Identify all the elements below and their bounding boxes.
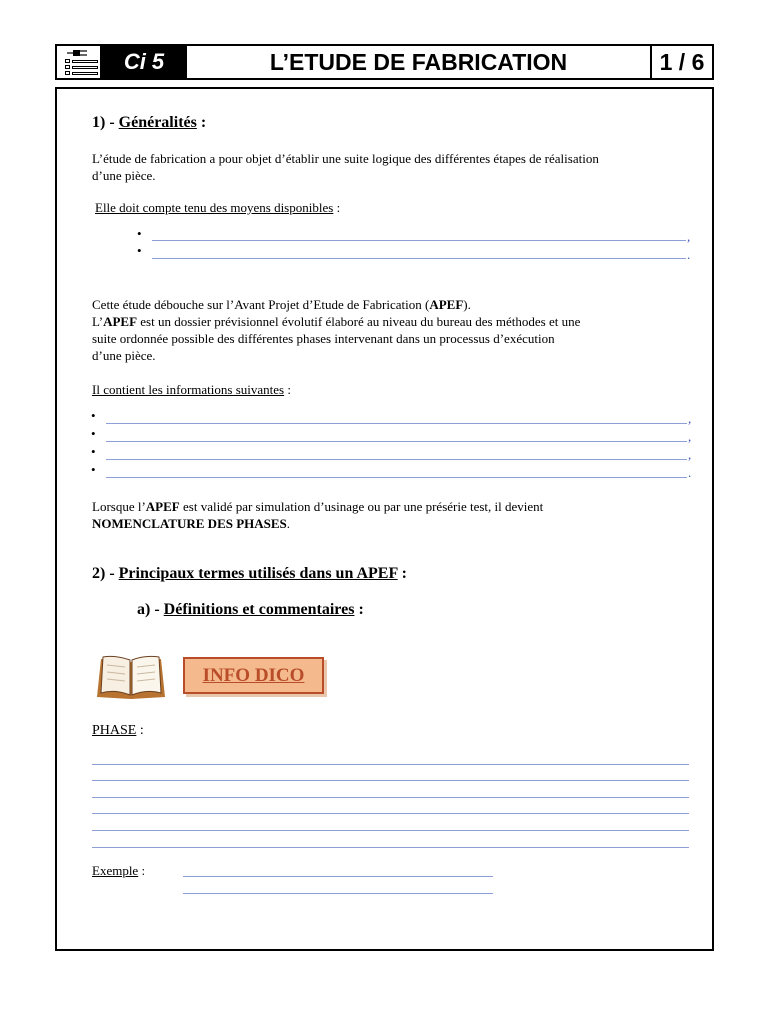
subsection-heading: a) - Définitions et commentaires : xyxy=(137,601,364,618)
line-ending: , xyxy=(688,429,692,444)
answer-line[interactable] xyxy=(183,893,493,894)
means-subheading: Elle doit compte tenu des moyens disponibles : xyxy=(95,200,341,215)
line-ending: , xyxy=(687,229,691,244)
answer-line[interactable] xyxy=(106,423,687,424)
answer-line[interactable] xyxy=(92,813,689,814)
line-ending: , xyxy=(688,411,692,426)
answer-line[interactable] xyxy=(106,441,687,442)
answer-line[interactable] xyxy=(106,459,687,460)
section1-intro: L’étude de fabrication a pour objet d’établir une suite logique des différentes étapes de réalisation d’une pièce. xyxy=(92,151,599,183)
section1-heading: 1) - Généralités : xyxy=(92,114,207,131)
module-badge: Ci 5 xyxy=(101,46,187,78)
bullet-marker: • xyxy=(91,444,96,459)
bullet-marker: • xyxy=(91,462,96,477)
answer-line[interactable] xyxy=(183,876,493,877)
logo-row-moulage xyxy=(65,70,98,76)
process-logo xyxy=(57,46,101,78)
bullet-marker: • xyxy=(91,408,96,423)
line-ending: . xyxy=(688,465,692,480)
bullet-marker: • xyxy=(137,243,142,258)
answer-line[interactable] xyxy=(92,830,689,831)
validation-paragraph: Lorsque l’APEF est validé par simulation d’usinage ou par une présérie test, il devient NOMENCLATURE DES PHASES. xyxy=(92,499,544,531)
page-header xyxy=(55,44,714,80)
page-title: L’ETUDE DE FABRICATION xyxy=(187,46,652,78)
answer-line[interactable] xyxy=(92,764,689,765)
bullet-marker: • xyxy=(137,226,142,241)
apef-paragraph: Cette étude débouche sur l’Avant Projet d’Etude de Fabrication (APEF). L’APEF est un dossier prévisionnel évolutif élaboré au niveau du bureau des méthodes et une suite ordonnée possible des différentes phases intervenant dans un processus d’exécution d’une pièce. xyxy=(92,297,581,363)
section2-heading: 2) - Principaux termes utilisés dans un APEF : xyxy=(92,565,407,582)
book-icon xyxy=(95,653,167,701)
plug-icon xyxy=(67,48,89,58)
line-ending: , xyxy=(688,447,692,462)
page-number: 1 / 6 xyxy=(659,48,705,75)
info-dico-button[interactable]: INFO DICO xyxy=(183,657,324,694)
answer-line[interactable] xyxy=(152,258,686,259)
answer-line[interactable] xyxy=(152,240,686,241)
phase-label: PHASE : xyxy=(92,723,144,738)
contains-subheading: Il contient les informations suivantes : xyxy=(92,382,291,397)
bullet-marker: • xyxy=(91,426,96,441)
line-ending: . xyxy=(687,247,691,262)
answer-line[interactable] xyxy=(92,847,689,848)
answer-line[interactable] xyxy=(92,797,689,798)
example-label: Exemple : xyxy=(92,863,146,878)
answer-line[interactable] xyxy=(106,477,687,478)
answer-line[interactable] xyxy=(92,780,689,781)
